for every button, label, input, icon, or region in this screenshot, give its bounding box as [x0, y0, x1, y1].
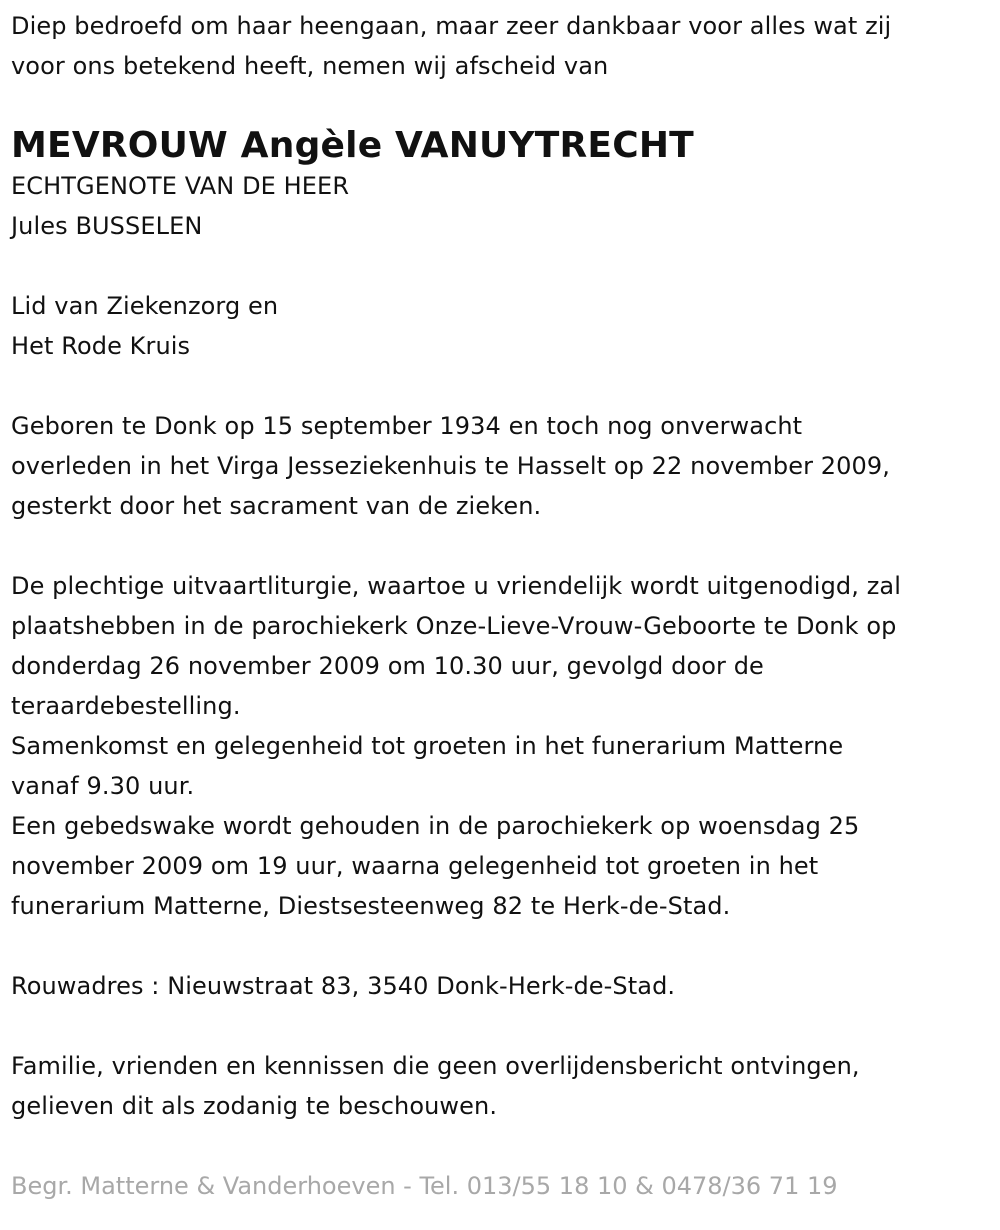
ceremony-line: vanaf 9.30 uur. — [11, 772, 195, 800]
membership-line: Het Rode Kruis — [11, 332, 191, 360]
relation-paragraph — [11, 166, 992, 246]
spouse-name: Jules BUSSELEN — [11, 212, 203, 240]
intro-paragraph — [11, 6, 992, 86]
ceremony-line: plaatshebben in de parochiekerk Onze-Lieve-Vrouw-Geboorte te Donk op — [11, 612, 897, 640]
address-paragraph — [11, 966, 992, 1006]
intro-line: voor ons betekend heeft, nemen wij afscheid van — [11, 52, 609, 80]
closing-line: Familie, vrienden en kennissen die geen overlijdensbericht ontvingen, — [11, 1052, 860, 1080]
ceremony-paragraph — [11, 566, 992, 926]
deceased-name: MEVROUW Angèle VANUYTRECHT — [11, 125, 694, 166]
birth-death-line: gesterkt door het sacrament van de zieken. — [11, 492, 542, 520]
ceremony-line: november 2009 om 19 uur, waarna gelegenheid tot groeten in het — [11, 852, 819, 880]
relation-line: ECHTGENOTE VAN DE HEER — [11, 172, 350, 200]
ceremony-line: Een gebedswake wordt gehouden in de parochiekerk op woensdag 25 — [11, 812, 860, 840]
membership-paragraph — [11, 286, 992, 366]
birth-death-paragraph — [11, 406, 992, 526]
closing-paragraph — [11, 1046, 992, 1126]
birth-death-line: overleden in het Virga Jesseziekenhuis te Hasselt op 22 november 2009, — [11, 452, 890, 480]
birth-death-line: Geboren te Donk op 15 september 1934 en toch nog onverwacht — [11, 412, 803, 440]
funeral-home-footer: Begr. Matterne & Vanderhoeven - Tel. 013/55 18 10 & 0478/36 71 19 — [11, 1172, 838, 1200]
ceremony-line: teraardebestelling. — [11, 692, 241, 720]
ceremony-line: Samenkomst en gelegenheid tot groeten in het funerarium Matterne — [11, 732, 844, 760]
mourning-address: Rouwadres : Nieuwstraat 83, 3540 Donk-Herk-de-Stad. — [11, 972, 676, 1000]
closing-line: gelieven dit als zodanig te beschouwen. — [11, 1092, 498, 1120]
intro-line: Diep bedroefd om haar heengaan, maar zeer dankbaar voor alles wat zij — [11, 12, 892, 40]
ceremony-line: funerarium Matterne, Diestsesteenweg 82 te Herk-de-Stad. — [11, 892, 731, 920]
ceremony-line: donderdag 26 november 2009 om 10.30 uur, gevolgd door de — [11, 652, 764, 680]
membership-line: Lid van Ziekenzorg en — [11, 292, 279, 320]
ceremony-line: De plechtige uitvaartliturgie, waartoe u vriendelijk wordt uitgenodigd, zal — [11, 572, 901, 600]
